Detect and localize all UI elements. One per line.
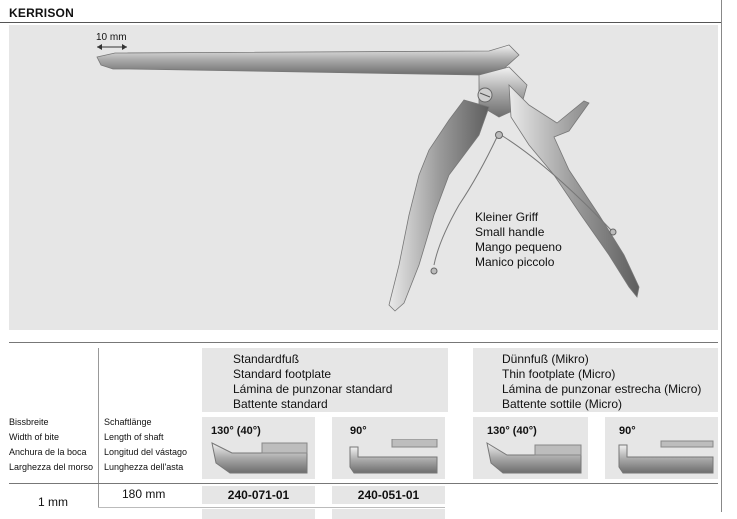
column-divider — [98, 348, 99, 508]
row-divider — [98, 507, 445, 508]
row-header-line: Schaftlänge — [104, 417, 152, 427]
angle-label: 130° (40°) — [487, 425, 537, 437]
group-line: Lámina de punzonar standard — [233, 382, 393, 396]
group-line: Standard footplate — [233, 367, 332, 381]
page-title: KERRISON — [9, 6, 74, 20]
row-header-line: Width of bite — [9, 432, 60, 442]
angle-label: 130° (40°) — [211, 425, 261, 437]
angle-label: 90° — [619, 425, 636, 437]
article-number-cell: 240-071-01 — [202, 486, 315, 504]
article-number-cell-partial — [202, 509, 315, 519]
row-header-line: Length of shaft — [104, 432, 164, 442]
row-header-line: Lunghezza dell'asta — [104, 462, 184, 472]
tip-standard-130 — [202, 417, 315, 479]
group-line: Lámina de punzonar estrecha (Micro) — [502, 382, 702, 396]
scale-label: 10 mm — [96, 32, 127, 43]
handle-label: Manico piccolo — [475, 255, 555, 269]
row-header-line: Larghezza del morso — [9, 462, 94, 472]
row-header-bite — [9, 415, 93, 475]
table-top-divider — [9, 342, 718, 343]
group-line: Battente standard — [233, 397, 328, 411]
article-number-cell: 240-051-01 — [332, 486, 445, 504]
table-header-divider — [9, 483, 718, 484]
handle-label: Mango pequeno — [475, 240, 562, 254]
row-header-shaft — [104, 415, 187, 475]
article-number-cell-partial — [332, 509, 445, 519]
tip-thin-90 — [605, 417, 718, 479]
shaft-length-cell: 180 mm — [122, 487, 166, 501]
handle-labels — [475, 210, 562, 270]
tip-straight-icon — [605, 439, 718, 479]
handle-label: Small handle — [475, 225, 545, 239]
tip-angled-icon — [473, 439, 588, 479]
group-standard-footplate — [202, 348, 448, 412]
tip-angled-icon — [202, 439, 315, 479]
group-line: Battente sottile (Micro) — [502, 397, 623, 411]
group-line: Standardfuß — [233, 352, 300, 366]
group-line: Thin footplate (Micro) — [502, 367, 616, 381]
row-header-line: Bissbreite — [9, 417, 49, 427]
page-border — [721, 0, 722, 512]
header-divider — [0, 22, 722, 23]
group-line: Dünnfuß (Mikro) — [502, 352, 589, 366]
tip-standard-90 — [332, 417, 445, 479]
row-header-line: Anchura de la boca — [9, 447, 87, 457]
bite-width-cell: 1 mm — [38, 495, 68, 509]
tip-thin-130 — [473, 417, 588, 479]
group-thin-footplate — [473, 348, 718, 412]
angle-label: 90° — [350, 425, 367, 437]
instrument-photo — [9, 25, 718, 330]
tip-straight-icon — [332, 439, 445, 479]
row-header-line: Longitud del vástago — [104, 447, 188, 457]
handle-label: Kleiner Griff — [475, 210, 539, 224]
kerrison-rongeur-illustration — [9, 25, 718, 330]
